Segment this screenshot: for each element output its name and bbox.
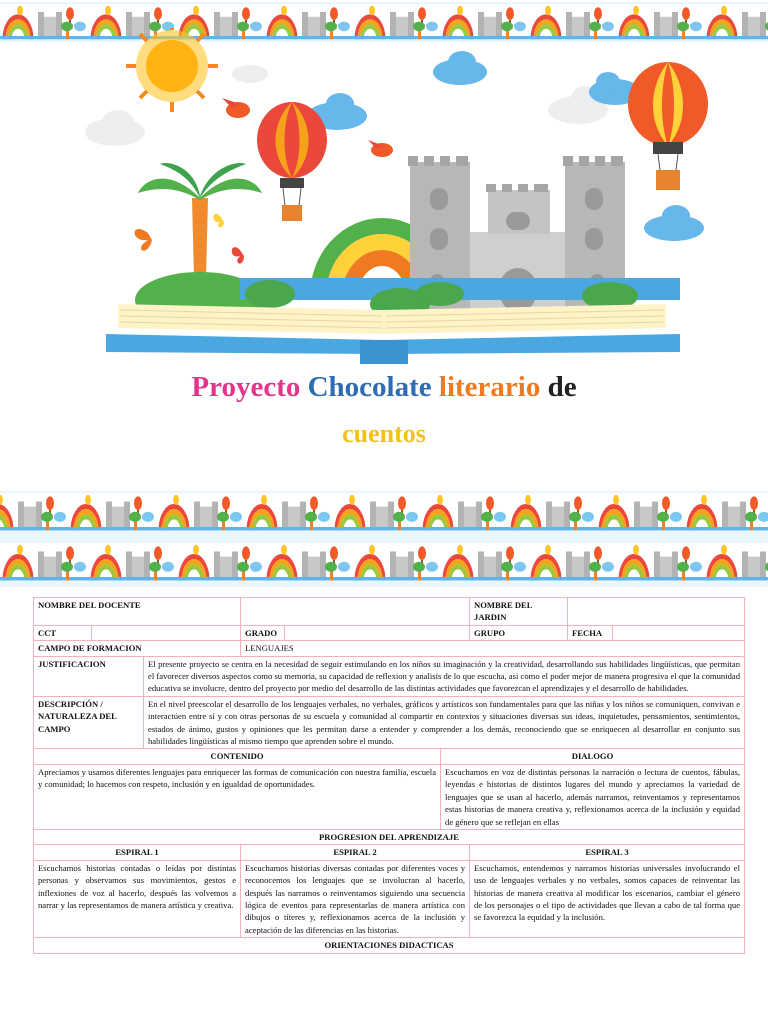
content-text: Apreciamos y usamos diferentes lenguajes para enriquecer las formas de comunicación con nuestra familia, escuela y comunidad; lo hacemos con respeto, inclusión y en igualdad de oportunidades.: [34, 764, 441, 829]
justification-label: JUSTIFICACION: [34, 656, 144, 696]
kindergarten-name-label: NOMBRE DEL JARDIN: [470, 598, 568, 626]
title-line-cuentos: cuentos: [342, 419, 426, 448]
justification-text: El presente proyecto se centra en la necesidad de seguir estimulando en los niños su imaginación y la creatividad, desarrollando sus habilidades lingüísticas, que permitan el favorecer diversos aspectos como su memoria, su capacidad de reflexion y analisis de lo que escucha, asi como el poder mejor de manera progresiva el que la comunidad educativa se involucre, dentro del proyecto por medio del desarrollo de las distintas actividades que favorezcan el aprendizajes y el desarrollo de habilidades.: [144, 656, 745, 696]
spiral-3-header: ESPIRAL 3: [470, 845, 745, 860]
spiral-2-text: Escuchamos historias diversas contadas por diferentes voces y reconocemos los lenguajes que se involucran al hacerlo, después las narramos o reinventamos siguiendo una secuencia lógica de eventos para representarlas de manera artística con dibujos o títeres y, reflexionamos acerca de la inclusión y aceptación de las diferencias en las historias.: [241, 860, 470, 937]
teacher-name-label: NOMBRE DEL DOCENTE: [34, 598, 241, 626]
sun-icon: [126, 28, 218, 112]
cct-field[interactable]: [92, 625, 241, 640]
learning-progression-header: PROGRESION DEL APRENDIZAJE: [34, 829, 745, 844]
kindergarten-name-field[interactable]: [568, 598, 745, 626]
formation-field-label: CAMPO DE FORMACION: [34, 641, 241, 656]
title-word-chocolate: Chocolate: [307, 371, 432, 403]
palm-tree-icon: [138, 163, 262, 278]
title-word-literario: literario: [438, 371, 541, 403]
dialogue-header: DIALOGO: [441, 749, 745, 764]
grade-field[interactable]: [285, 625, 470, 640]
decorative-border-middle: [0, 487, 768, 591]
planning-table: [33, 597, 745, 954]
date-label: FECHA: [568, 625, 613, 640]
teacher-name-field[interactable]: [241, 598, 470, 626]
hero-illustration: [0, 28, 768, 368]
group-label: GRUPO: [470, 625, 568, 640]
didactic-guidelines-header: ORIENTACIONES DIDACTICAS: [34, 938, 745, 953]
butterfly-icon: [135, 214, 245, 264]
date-field[interactable]: [613, 625, 745, 640]
dialogue-text: Escuchamos en voz de distintas personas la narración o lectura de cuentos, fábulas, leyendas e historias de distintos lugares del mundo y apreciamos la variedad de lenguajes que se usan al hacerlo, además narramos, reinventamos y representamos estas historias de manera creativa y, reflexionamos acerca de la inclusión y equidad de género que se reflejan en ellas: [441, 764, 745, 829]
open-book-icon: [106, 304, 680, 364]
hot-air-balloon-icon: [257, 102, 327, 221]
hot-air-balloon-icon: [628, 62, 708, 190]
grade-label: GRADO: [241, 625, 285, 640]
title-word-proyecto: Proyecto: [191, 371, 301, 403]
field-description-text: En el nivel preescolar el desarrollo de los lenguajes verbales, no verbales, gráficos y artísticos son fundamentales para que las niñas y los niños se comuniquen, convivan e interactúen entre sí y con otras personas de su escuela y comunidad al compartir en contextos y situaciones diversas sus ideas, inquietudes, pensamientos, sentimientos, estados de ánimo, gustos y opiniones que les permitan darse a entender y comprender a los demás, reconociendo que se enriquecen al desarrollar en conjunto sus habilidades lingüísticas al mismo tiempo que aprenden sobre el mundo.: [144, 696, 745, 749]
title-word-de: de: [547, 371, 577, 403]
spiral-3-text: Escuchamos, entendemos y narramos historias universales involucrando el uso de lenguajes verbales y no verbales, somos capaces de reinventar las historias de manera creativa al modificar los escenarios, cambiar el género de los personajes o el tipo de actividades que llevan a cabo de tal forma que se favorezca la equidad y la inclusión.: [470, 860, 745, 937]
spiral-2-header: ESPIRAL 2: [241, 845, 470, 860]
formation-field-value: LENGUAJES: [241, 641, 745, 656]
project-title: [0, 368, 768, 454]
spiral-1-header: ESPIRAL 1: [34, 845, 241, 860]
content-header: CONTENIDO: [34, 749, 441, 764]
field-description-label: DESCRIPCIÓN / NATURALEZA DEL CAMPO: [34, 696, 144, 749]
cct-label: CCT: [34, 625, 92, 640]
spiral-1-text: Escuchamos historias contadas o leídas por distintas personas y observamos sus movimientos, gestos e inflexiones de voz al hacerlo, después las volvemos a narrar y las representamos de manera artística y creativa.: [34, 860, 241, 937]
